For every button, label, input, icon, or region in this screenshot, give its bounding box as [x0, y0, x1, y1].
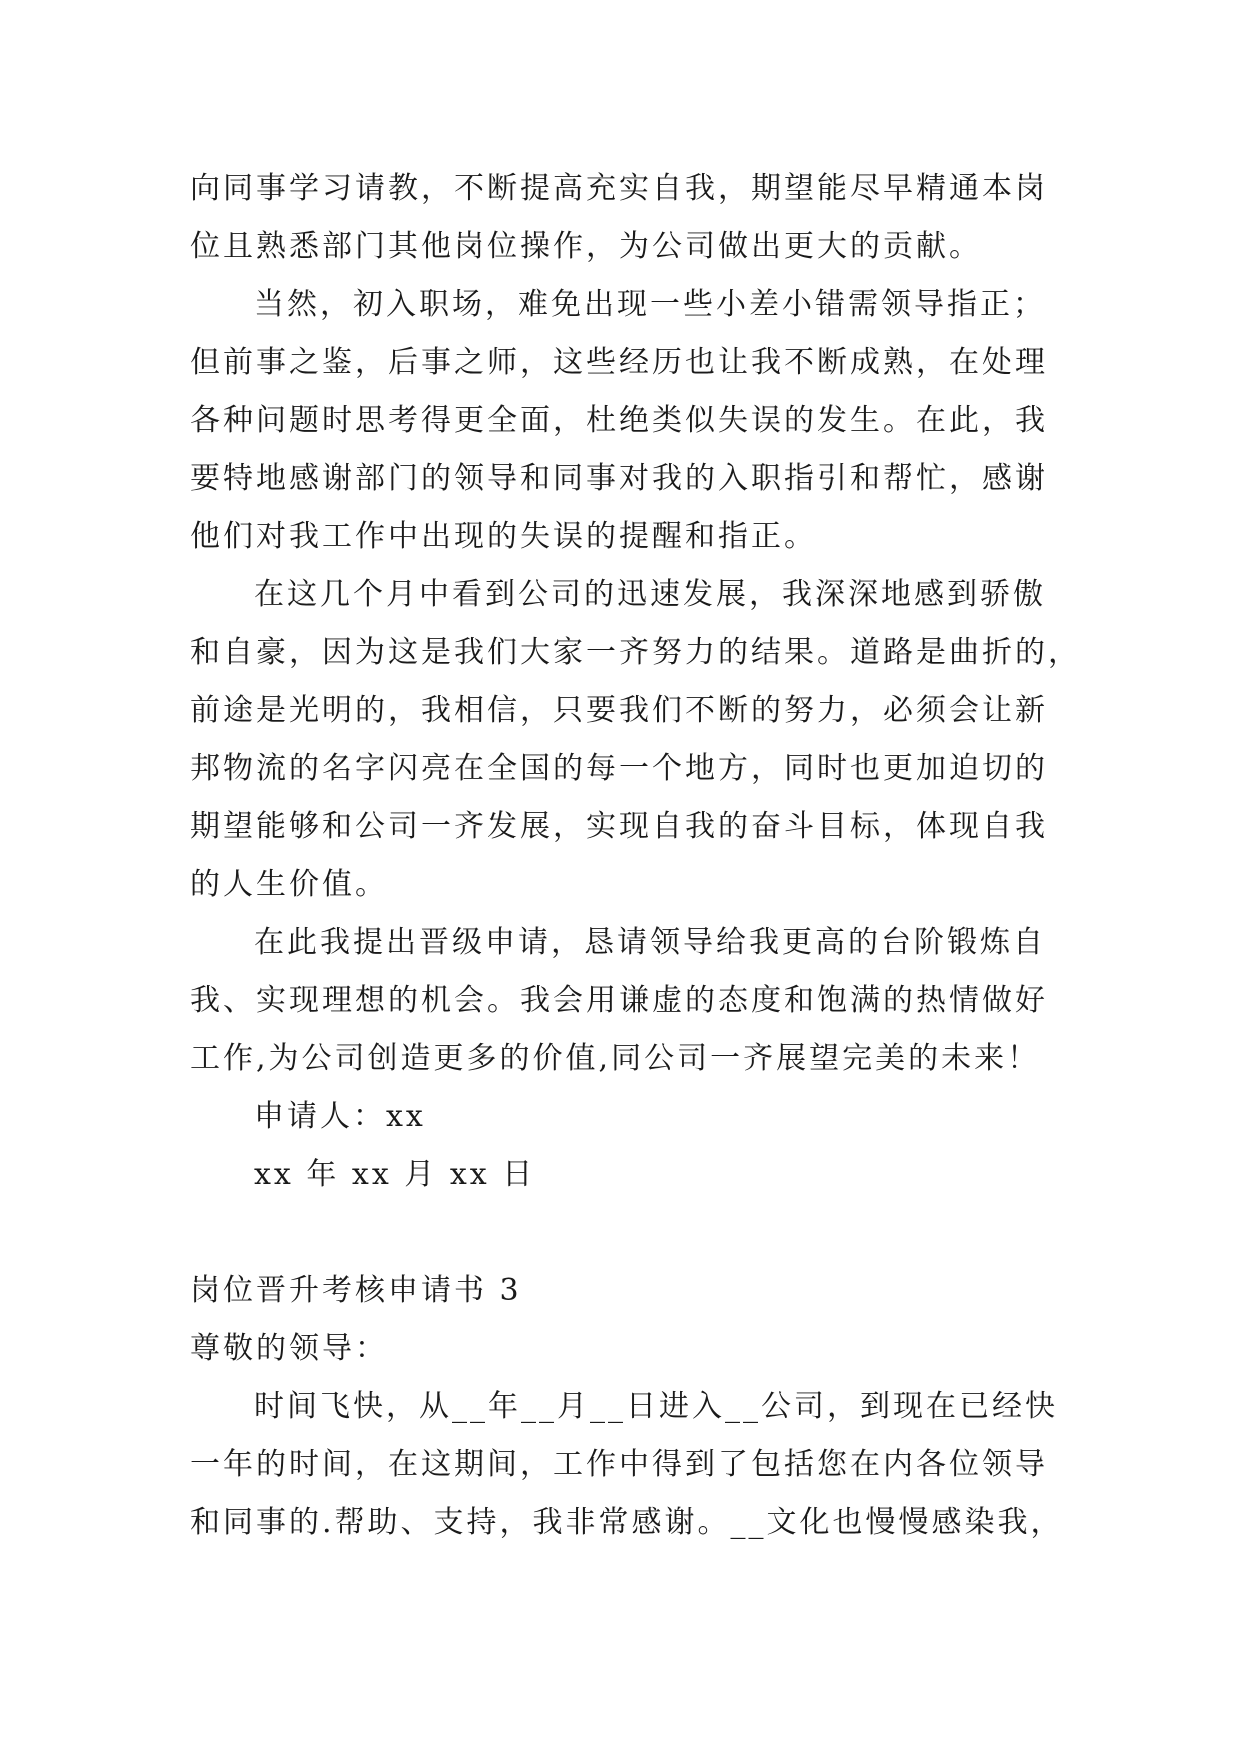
text-line: 期望能够和公司一齐发展，实现自我的奋斗目标，体现自我 — [190, 809, 1048, 844]
salutation: 尊敬的领导： — [190, 1331, 388, 1366]
document-page — [190, 160, 1081, 1552]
text-line: 位且熟悉部门其他岗位操作，为公司做出更大的贡献。 — [190, 229, 982, 264]
signature-date: xx 年 xx 月 xx 日 — [254, 1157, 536, 1192]
text-line: 要特地感谢部门的领导和同事对我的入职指引和帮忙，感谢 — [190, 461, 1048, 496]
text-line: 的人生价值。 — [190, 867, 388, 902]
paragraph-start-line: 在这几个月中看到公司的迅速发展，我深深地感到骄傲 — [254, 577, 1046, 612]
section-spacer — [190, 1204, 1070, 1262]
paragraph-start-line: 当然，初入职场，难免出现一些小差小错需领导指正； — [254, 287, 1046, 322]
text-line: 他们对我工作中出现的失误的提醒和指正。 — [190, 519, 817, 554]
text-line: 和自豪，因为这是我们大家一齐努力的结果。道路是曲折的， — [190, 635, 1081, 670]
text-line: 和同事的.帮助、支持，我非常感谢。__文化也慢慢感染我， — [190, 1505, 1064, 1540]
paragraph-start-line: 在此我提出晋级申请，恳请领导给我更高的台阶锻炼自 — [254, 925, 1046, 960]
text-line: 一年的时间，在这期间，工作中得到了包括您在内各位领导 — [190, 1447, 1048, 1482]
text-line: 各种问题时思考得更全面，杜绝类似失误的发生。在此，我 — [190, 403, 1048, 438]
text-line: 我、实现理想的机会。我会用谦虚的态度和饱满的热情做好 — [190, 983, 1048, 1018]
text-line: 工作,为公司创造更多的价值,同公司一齐展望完美的未来！ — [190, 1041, 1041, 1076]
paragraph-start-line: 时间飞快，从__年__月__日进入__公司，到现在已经快 — [254, 1389, 1058, 1424]
text-line: 前途是光明的，我相信，只要我们不断的努力，必须会让新 — [190, 693, 1048, 728]
applicant-signature: 申请人：xx — [254, 1099, 426, 1134]
section-title: 岗位晋升考核申请书 3 — [190, 1273, 522, 1308]
text-line: 但前事之鉴，后事之师，这些经历也让我不断成熟，在处理 — [190, 345, 1048, 380]
text-line: 邦物流的名字闪亮在全国的每一个地方，同时也更加迫切的 — [190, 751, 1048, 786]
text-line: 向同事学习请教，不断提高充实自我，期望能尽早精通本岗 — [190, 171, 1048, 206]
